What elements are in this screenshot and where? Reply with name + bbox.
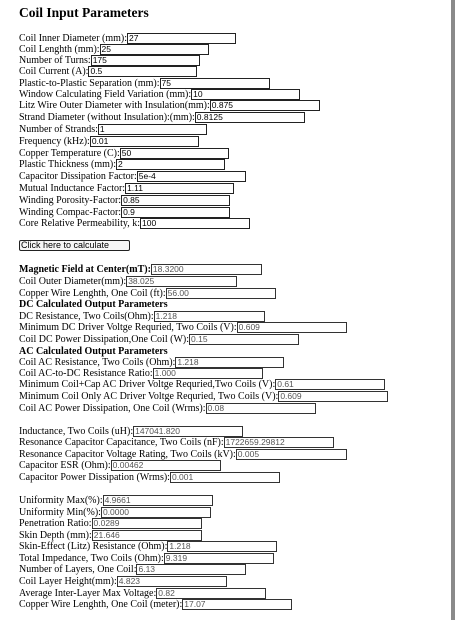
coil-cap-voltage-output: 0.61	[275, 379, 385, 390]
wire-length-m-output: 17.07	[182, 599, 292, 610]
output-label: Copper Wire Lenghth, One Coil (ft):	[19, 288, 166, 299]
output-row-coil-only-voltage	[19, 391, 388, 402]
window-edge	[451, 0, 455, 620]
input-label: Coil Inner Diameter (mm):	[19, 33, 128, 44]
output-row-layer-height	[19, 576, 227, 587]
input-row-dissipation	[19, 171, 246, 182]
output-row-skin-depth	[19, 530, 202, 541]
input-label: Plastic Thickness (mm):	[19, 159, 117, 170]
output-label: Skin-Effect (Litz) Resistance (Ohm):	[19, 541, 168, 552]
output-row-inductance	[19, 426, 243, 437]
output-label: Minimum Coil Only AC Driver Voltge Requried, Two Coils (V):	[19, 391, 279, 402]
skin-effect-resistance-output: 1.218	[167, 541, 277, 552]
inner-diameter-field[interactable]: 27	[127, 33, 236, 44]
coil-length-field[interactable]: 25	[100, 44, 209, 55]
porosity-field[interactable]: 0.85	[121, 195, 230, 206]
input-label: Number of Strands:	[19, 124, 98, 135]
ac-dc-ratio-output: 1.000	[153, 368, 263, 379]
output-row-outer-diameter	[19, 276, 237, 287]
coil-only-voltage-output: 0.609	[278, 391, 388, 402]
input-label: Litz Wire Outer Diameter with Insulation(mm):	[19, 100, 210, 111]
input-row-copper-temp	[19, 148, 229, 159]
output-row-penetration-ratio	[19, 518, 202, 529]
input-row-permeability	[19, 218, 250, 229]
output-label: Capacitor Power Dissipation (Wrms):	[19, 472, 170, 483]
input-label: Window Calculating Field Variation (mm):	[19, 89, 192, 100]
output-row-dc-resistance	[19, 311, 265, 322]
output-row-coil-cap-voltage	[19, 379, 385, 390]
output-label: Resonance Capacitor Capacitance, Two Coils (nF):	[19, 437, 224, 448]
output-row-ac-dc-ratio	[19, 368, 263, 379]
magnetic-field-output: 18.3200	[151, 264, 262, 275]
output-row-layers	[19, 564, 246, 575]
output-row-wire-length-ft	[19, 288, 276, 299]
separation-field[interactable]: 75	[160, 78, 270, 89]
output-label: DC Resistance, Two Coils(Ohm):	[19, 311, 154, 322]
input-row-coil-length	[19, 44, 209, 55]
output-row-uniformity-min	[19, 507, 211, 518]
dc-power-output: 0.15	[189, 334, 299, 345]
input-row-mutual-inductance	[19, 183, 234, 194]
output-label: Skin Depth (mm):	[19, 530, 92, 541]
compac-field[interactable]: 0.9	[121, 207, 230, 218]
dc-resistance-output: 1.218	[154, 311, 265, 322]
output-label: Copper Wire Lenghth, One Coil (meter):	[19, 599, 183, 610]
input-label: Strand Diameter (without Insulation):(mm):	[19, 112, 195, 123]
dissipation-field[interactable]: 5e-4	[137, 171, 246, 182]
inductance-output: 147041.820	[133, 426, 243, 437]
permeability-field[interactable]: 100	[140, 218, 250, 229]
frequency-field[interactable]: 0.01	[90, 136, 199, 147]
output-label: Total Impedance, Two Coils (Ohm):	[19, 553, 164, 564]
output-row-capacitor-esr	[19, 460, 221, 471]
output-label: Resonance Capacitor Voltage Rating, Two Coils (kV):	[19, 449, 236, 460]
output-label: Coil AC-to-DC Resistance Ratio:	[19, 368, 153, 379]
inter-layer-voltage-output: 0.82	[156, 588, 266, 599]
input-label: Copper Temperature (C):	[19, 148, 120, 159]
output-label: Capacitor ESR (Ohm):	[19, 460, 111, 471]
output-label: Coil Layer Height(mm):	[19, 576, 117, 587]
output-row-skin-effect-resistance	[19, 541, 277, 552]
output-row-capacitor-voltage	[19, 449, 347, 460]
input-label: Mutual Inductance Factor:	[19, 183, 126, 194]
output-label: Minimum Coil+Cap AC Driver Voltge Requried,Two Coils (V):	[19, 379, 276, 390]
input-label: Number of Turns:	[19, 55, 91, 66]
penetration-ratio-output: 0.0289	[92, 518, 202, 529]
mutual-inductance-field[interactable]: 1.11	[125, 183, 234, 194]
input-row-porosity	[19, 195, 230, 206]
capacitor-voltage-output: 0.005	[236, 449, 347, 460]
outer-diameter-output: 38.025	[126, 276, 237, 287]
output-row-wire-length-m	[19, 599, 292, 610]
input-label: Winding Porosity-Factor:	[19, 195, 122, 206]
input-label: Core Relative Permeability, k:	[19, 218, 140, 229]
input-label: Plastic-to-Plastic Separation (mm):	[19, 78, 160, 89]
output-label: Inductance, Two Coils (uH):	[19, 426, 134, 437]
output-row-inter-layer-voltage	[19, 588, 266, 599]
strand-diameter-field[interactable]: 0.8125	[195, 112, 305, 123]
page-title: Coil Input Parameters	[19, 5, 149, 20]
input-row-plastic-thickness	[19, 159, 225, 170]
input-row-turns	[19, 55, 200, 66]
output-label: Coil AC Power Dissipation, One Coil (Wrms):	[19, 403, 206, 414]
output-row-ac-resistance	[19, 357, 284, 368]
input-row-frequency	[19, 136, 199, 147]
ac-resistance-output: 1.218	[175, 357, 284, 368]
input-row-window	[19, 89, 300, 100]
input-row-separation	[19, 78, 270, 89]
turns-field[interactable]: 175	[91, 55, 200, 66]
output-label: Magnetic Field at Center(mT):	[19, 264, 151, 275]
current-field[interactable]: 0.5	[88, 66, 197, 77]
input-row-litz-outer	[19, 100, 320, 111]
plastic-thickness-field[interactable]: 2	[116, 159, 225, 170]
input-row-strand-diameter	[19, 112, 305, 123]
uniformity-min-output: 0.0000	[101, 507, 211, 518]
output-label: Number of Layers, One Coil:	[19, 564, 137, 575]
output-label: Coil AC Resistance, Two Coils (Ohm):	[19, 357, 176, 368]
output-row-ac-power	[19, 403, 316, 414]
output-label: Minimum DC Driver Voltge Requried, Two Coils (V):	[19, 322, 237, 333]
window-field[interactable]: 10	[191, 89, 300, 100]
output-row-resonance-capacitance	[19, 437, 334, 448]
output-row-total-impedance	[19, 553, 274, 564]
output-label: Uniformity Min(%):	[19, 507, 101, 518]
uniformity-max-output: 4.9661	[103, 495, 213, 506]
dc-driver-voltage-output: 0.609	[237, 322, 347, 333]
output-row-dc-power	[19, 334, 299, 345]
output-label: Penetration Ratio:	[19, 518, 92, 529]
output-label: Average Inter-Layer Max Voltage:	[19, 588, 157, 599]
layers-output: 6.13	[136, 564, 246, 575]
strands-field[interactable]: 1	[98, 124, 207, 135]
dc-section-heading: DC Calculated Output Parameters	[19, 299, 168, 310]
resonance-capacitance-output: 1722659.29812	[224, 437, 334, 448]
capacitor-power-output: 0.001	[170, 472, 280, 483]
copper-temp-field[interactable]: 50	[120, 148, 229, 159]
input-label: Coil Lenghth (mm):	[19, 44, 100, 55]
ac-power-output: 0.08	[206, 403, 316, 414]
capacitor-esr-output: 0.00462	[111, 460, 221, 471]
output-row-capacitor-power	[19, 472, 280, 483]
skin-depth-output: 21.646	[92, 530, 202, 541]
total-impedance-output: 9.319	[164, 553, 274, 564]
input-label: Capacitor Dissipation Factor:	[19, 171, 137, 182]
input-label: Coil Current (A):	[19, 66, 89, 77]
output-label: Coil DC Power Dissipation,One Coil (W):	[19, 334, 189, 345]
layer-height-output: 4.823	[117, 576, 227, 587]
ac-section-heading: AC Calculated Output Parameters	[19, 346, 168, 357]
litz-outer-field[interactable]: 0.875	[210, 100, 320, 111]
output-label: Uniformity Max(%):	[19, 495, 103, 506]
output-row-uniformity-max	[19, 495, 213, 506]
input-row-compac	[19, 207, 230, 218]
calculate-button[interactable]: Click here to calculate	[19, 240, 130, 251]
input-row-current	[19, 66, 197, 77]
input-row-strands	[19, 124, 207, 135]
input-row-inner-diameter	[19, 33, 236, 44]
wire-length-ft-output: 56.00	[166, 288, 276, 299]
input-label: Frequency (kHz):	[19, 136, 90, 147]
output-row-dc-driver-voltage	[19, 322, 347, 333]
output-label: Coil Outer Diameter(mm):	[19, 276, 127, 287]
output-row-magnetic-field	[19, 264, 262, 275]
input-label: Winding Compac-Factor:	[19, 207, 122, 218]
